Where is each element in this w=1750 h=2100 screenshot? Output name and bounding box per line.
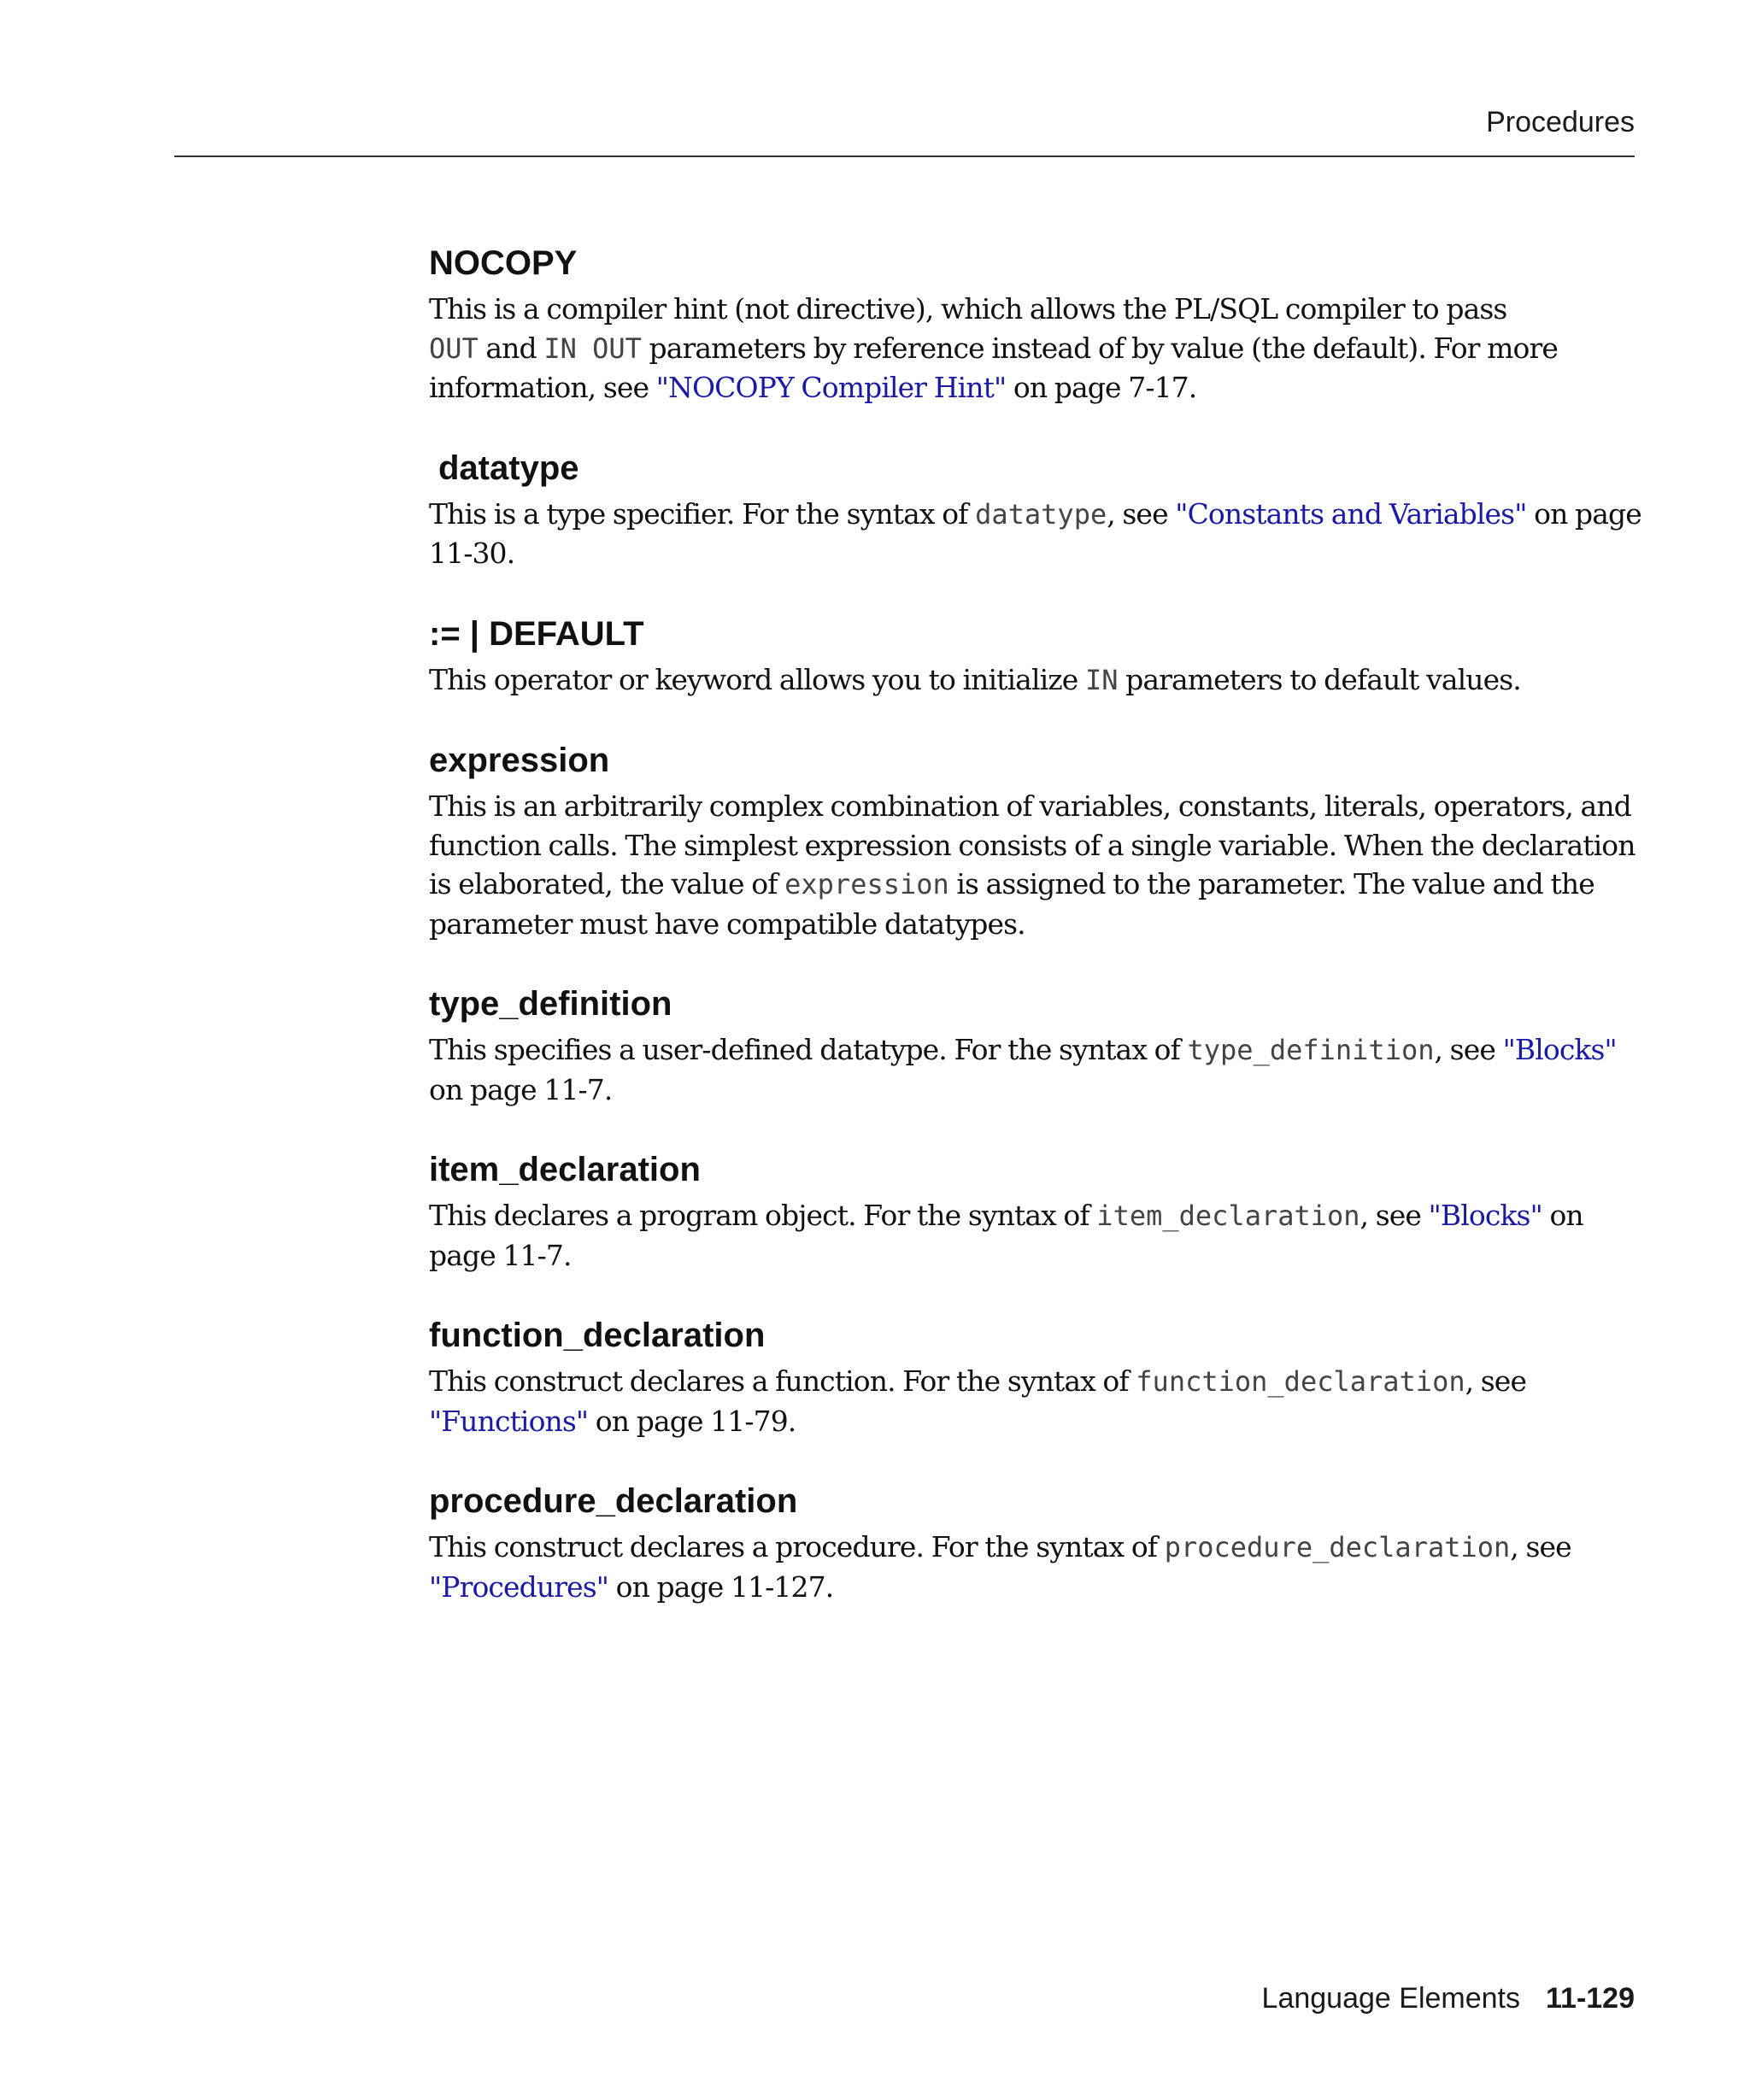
cross-reference-link[interactable]: "Blocks" [1502,1033,1617,1066]
description-text: on page 11-30. [429,496,1641,570]
footer-section-title: Language Elements [1261,1982,1520,2015]
description-text: parameters to default values. [1118,662,1521,696]
description-text: This construct declares a function. For the syntax of [429,1364,1136,1398]
description-text: This is a compiler hint (not directive), which allows the PL/SQL compiler to pass [429,292,1507,326]
code-term: IN [1084,663,1119,696]
term-description [429,495,1642,573]
description-text: This is an arbitrarily complex combination of variables, constants, literals, operators, and function calls. The simplest expression consists of a single variable. When the declaration is elaborated, the value of [429,789,1635,900]
code-term: expression [784,868,949,900]
term-heading: := | DEFAULT [429,614,644,653]
description-text: This specifies a user-defined datatype. For the syntax of [429,1033,1188,1066]
description-text: This is a type specifier. For the syntax of [429,496,976,531]
description-text: , see [1510,1530,1571,1563]
description-text: , see [1434,1033,1503,1066]
code-term: function_declaration [1136,1365,1465,1398]
term-description [429,1528,1642,1606]
term-heading: NOCOPY [429,244,578,282]
entry-item-declaration [429,1148,1642,1275]
entry-expression [429,739,1642,943]
description-text: is assigned to the parameter. The value and the parameter must have compatible datatypes. [429,867,1594,941]
term-heading: function_declaration [429,1317,766,1354]
entry-procedure-declaration [429,1480,1642,1606]
term-description [429,290,1642,408]
description-text: , see [1465,1364,1527,1398]
description-text: This construct declares a procedure. For the syntax of [429,1530,1165,1563]
entry-type-definition [429,983,1642,1109]
entry-default [429,613,1642,701]
description-text: on page 11-7. [429,1072,613,1106]
cross-reference-link[interactable]: "NOCOPY Compiler Hint" [655,371,1007,404]
parameter-descriptions [429,242,1642,1645]
term-heading: type_definition [429,985,672,1023]
description-text: This declares a program object. For the syntax of [429,1199,1097,1232]
description-text: parameters by reference instead of by value (the default). For more information, see [429,331,1559,404]
term-description [429,1030,1642,1109]
description-text: This operator or keyword allows you to initialize [429,662,1085,696]
term-description [429,787,1642,943]
description-text: and [478,331,544,365]
cross-reference-link[interactable]: "Constants and Variables" [1175,496,1527,531]
term-heading: expression [429,742,610,779]
cross-reference-link[interactable]: "Blocks" [1428,1199,1542,1232]
code-term: item_declaration [1096,1200,1360,1232]
code-term: OUT [429,331,479,365]
page-number: 11-129 [1546,1982,1635,2015]
entry-datatype [429,447,1642,573]
term-heading: datatype [438,449,579,487]
running-header: Procedures [1486,106,1635,138]
description-text: on page 11-127. [608,1569,834,1604]
cross-reference-link[interactable]: "Procedures" [429,1569,609,1604]
cross-reference-link[interactable]: "Functions" [429,1404,589,1438]
term-description [429,660,1642,701]
entry-function-declaration [429,1314,1642,1440]
page-footer [0,1982,1635,2015]
description-text: , see [1107,496,1176,531]
entry-nocopy [429,242,1642,408]
code-term: procedure_declaration [1164,1531,1511,1563]
description-text: , see [1359,1199,1429,1232]
code-term: type_definition [1187,1034,1435,1066]
term-description [429,1362,1642,1440]
header-rule [174,155,1635,157]
code-term: IN OUT [543,331,642,365]
code-term: datatype [975,497,1107,531]
term-heading: procedure_declaration [429,1482,798,1520]
term-heading: item_declaration [429,1151,701,1188]
description-text: on page 11-7. [429,1199,1583,1272]
term-description [429,1196,1642,1275]
description-text: on page 11-79. [588,1404,796,1438]
description-text: on page 7-17. [1006,371,1197,404]
